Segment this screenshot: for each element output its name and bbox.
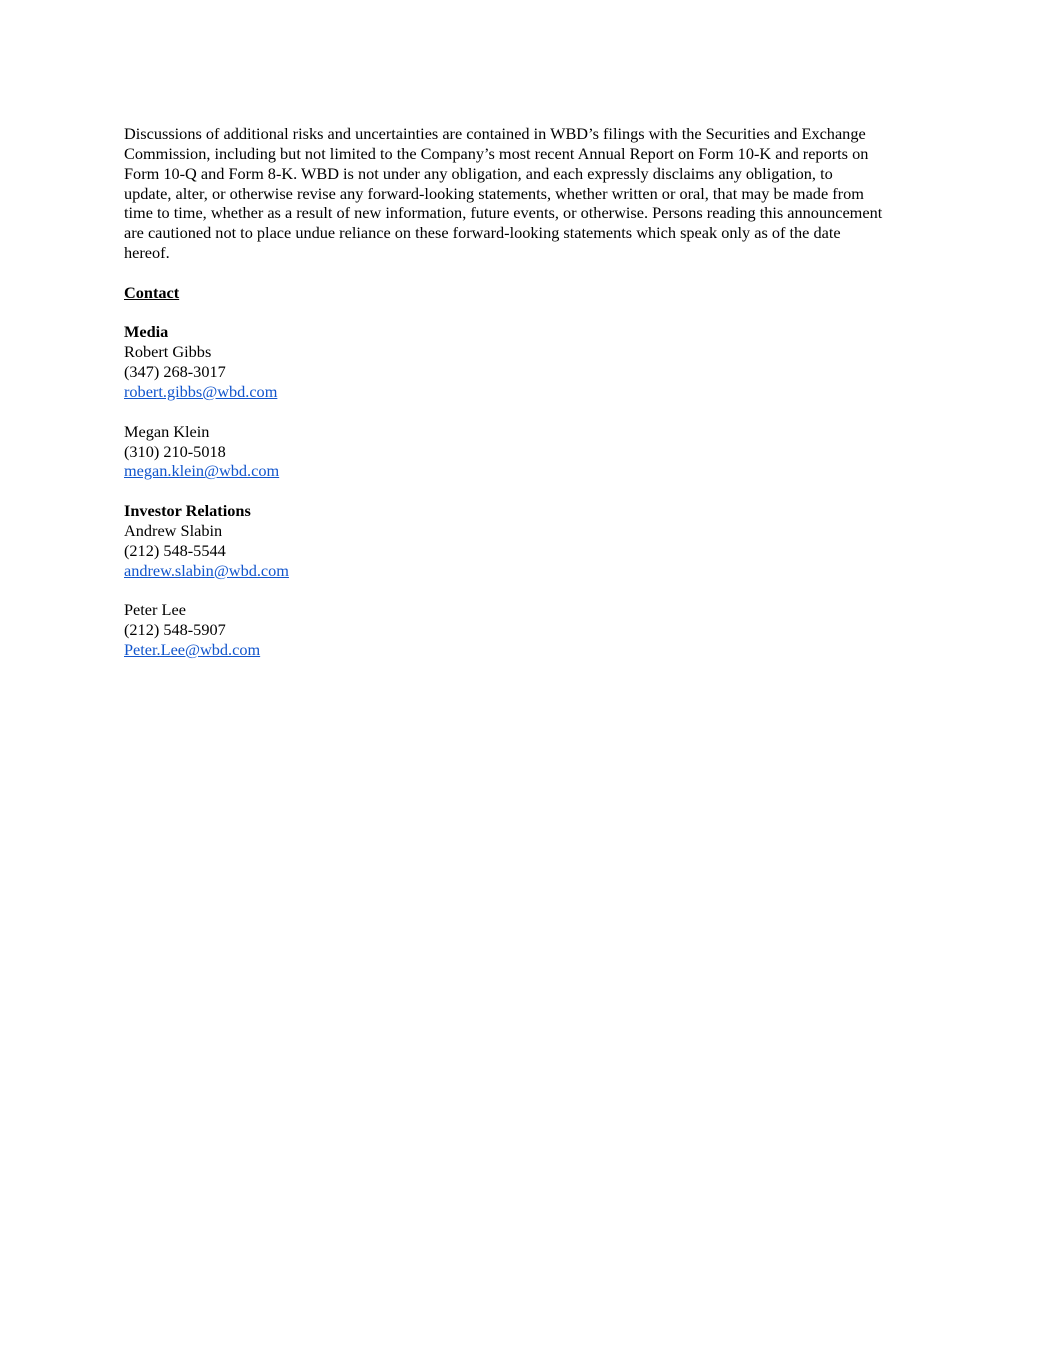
spacer [124,481,934,501]
spacer [124,402,934,422]
contact-email-link[interactable]: robert.gibbs@wbd.com [124,381,278,401]
contact-phone: (347) 268-3017 [124,362,226,382]
spacer [124,580,934,600]
disclaimer-line: hereof. [124,243,170,263]
disclaimer-line: Discussions of additional risks and uncertainties are contained in WBD’s filings with the Securities and Exchange [124,124,866,143]
contact-entry [124,600,934,660]
contact-entry [124,521,934,581]
document-page [124,124,934,660]
contact-entry [124,422,934,482]
contact-phone: (212) 548-5907 [124,620,226,640]
contact-name: Megan Klein [124,421,210,441]
spacer [124,303,934,323]
contact-name: Robert Gibbs [124,342,212,362]
disclaimer-paragraph [124,124,934,263]
contact-name: Andrew Slabin [124,520,223,540]
contact-phone: (310) 210-5018 [124,441,226,461]
investor-relations-section [124,501,934,660]
investor-relations-heading: Investor Relations [124,501,251,521]
disclaimer-line: time to time, whether as a result of new information, future events, or otherwise. Persons reading this announcement [124,203,883,223]
contact-phone: (212) 548-5544 [124,540,226,560]
disclaimer-line: Commission, including but not limited to the Company’s most recent Annual Report on Form 10-K and reports on [124,143,869,163]
media-heading: Media [124,322,169,342]
contact-entry [124,342,934,402]
disclaimer-line: Form 10-Q and Form 8-K. WBD is not under any obligation, and each expressly disclaims any obligation, to [124,163,833,183]
contact-email-link[interactable]: megan.klein@wbd.com [124,461,280,481]
media-contacts-section [124,322,934,481]
contact-name: Peter Lee [124,600,186,620]
contact-email-link[interactable]: Peter.Lee@wbd.com [124,639,261,659]
contact-email-link[interactable]: andrew.slabin@wbd.com [124,560,289,580]
spacer [124,263,934,283]
contact-heading: Contact [124,282,180,302]
disclaimer-line: are cautioned not to place undue reliance on these forward-looking statements which speak only as of the date [124,223,841,243]
disclaimer-line: update, alter, or otherwise revise any forward-looking statements, whether written or oral, that may be made from [124,183,864,203]
